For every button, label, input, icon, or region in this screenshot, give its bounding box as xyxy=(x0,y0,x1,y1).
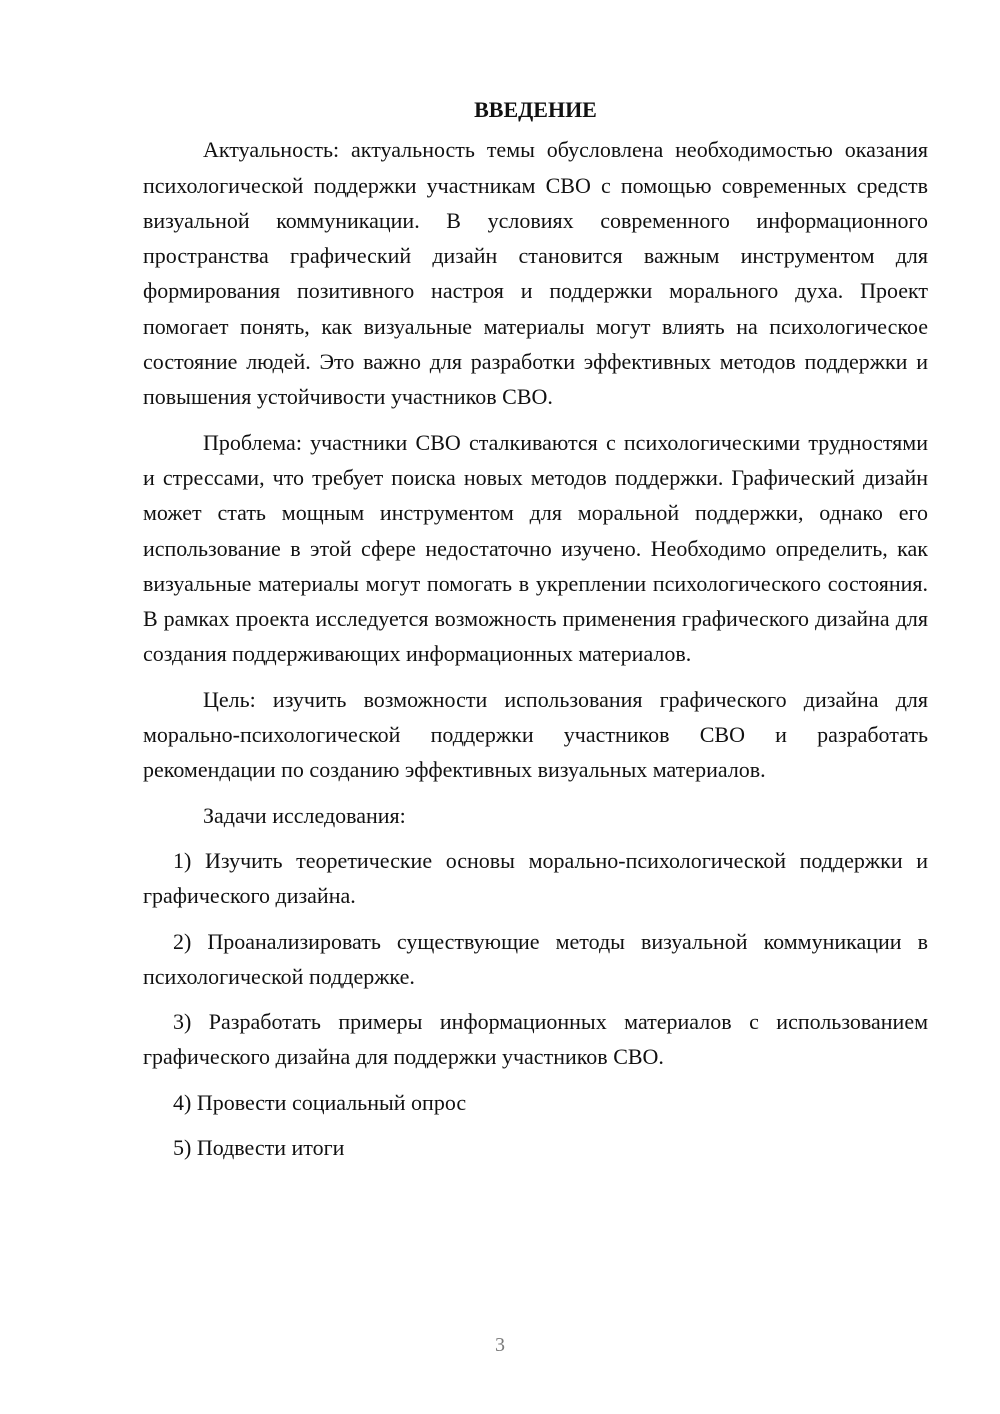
task-item-3: 3) Разработать примеры информационных материалов с использованием графического дизайна для поддержки участников СВО. xyxy=(143,1009,928,1070)
document-body xyxy=(143,92,928,1175)
relevance-paragraph: Актуальность: актуальность темы обусловлена необходимостью оказания психологической поддержки участникам СВО с помощью современных средств визуальной коммуникации. В условиях современного информационного пространства графический дизайн становится важным инструментом для формирования позитивного настроя и поддержки морального духа. Проект помогает понять, как визуальные материалы могут влиять на психологическое состояние людей. Это важно для разработки эффективных методов поддержки и повышения устойчивости участников СВО. xyxy=(143,137,928,410)
goal-paragraph: Цель: изучить возможности использования графического дизайна для морально-психологической поддержки участников СВО и разработать рекомендации по созданию эффективных визуальных материалов. xyxy=(143,686,928,783)
task-item-5: 5) Подвести итоги xyxy=(173,1135,345,1161)
task-item-4: 4) Провести социальный опрос xyxy=(173,1089,467,1115)
task-item-1: 1) Изучить теоретические основы морально-психологической поддержки и графического дизайна. xyxy=(143,847,928,909)
problem-paragraph: Проблема: участники СВО сталкиваются с психологическими трудностями и стрессами, что требует поиска новых методов поддержки. Графический дизайн может стать мощным инструментом для моральной поддержки, однако его использование в этой сфере недостаточно изучено. Необходимо определить, как визуальные материалы могут помогать в укреплении психологического состояния. В рамках проекта исследуется возможность применения графического дизайна для создания поддерживающих информационных материалов. xyxy=(143,429,928,667)
task-item-2: 2) Проанализировать существующие методы визуальной коммуникации в психологической поддержке. xyxy=(143,928,928,989)
section-heading: ВВЕДЕНИЕ xyxy=(474,97,597,122)
tasks-heading: Задачи исследования: xyxy=(203,802,406,828)
page-number: 3 xyxy=(495,1334,505,1356)
